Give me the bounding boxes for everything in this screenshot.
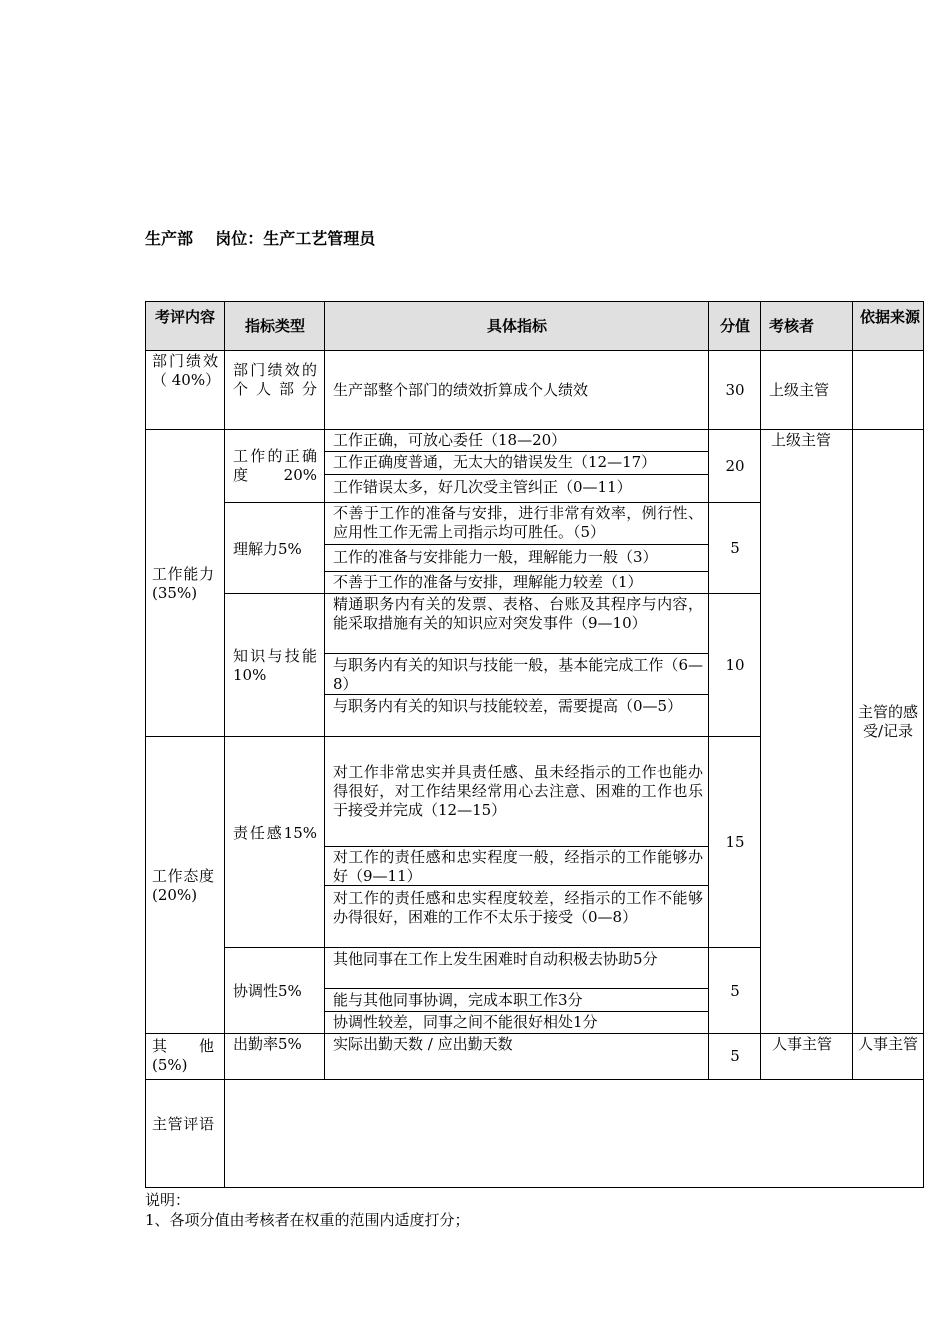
accuracy-item: 工作正确，可放心委任（18—20） [333, 431, 567, 449]
understanding-item: 不善于工作的准备与安排，理解能力较差（1） [333, 573, 643, 591]
table-border-right [923, 301, 924, 1188]
table-column-line [708, 301, 709, 1080]
dept-indicator: 生产部整个部门的绩效折算成个人绩效 [333, 381, 589, 399]
table-divider [325, 451, 708, 452]
responsibility-score: 15 [725, 833, 745, 851]
table-divider [325, 653, 708, 654]
other-score: 5 [730, 1047, 740, 1065]
dept-type: 部门绩效的个人部分 [233, 361, 317, 398]
knowledge-item: 与职务内有关的知识与技能一般，基本能完成工作（6—8） [333, 656, 703, 693]
understanding-item: 不善于工作的准备与安排，进行非常有效率，例行性、应用性工作无需上司指示均可胜任。（5） [333, 504, 703, 541]
table-border-bottom [145, 1187, 924, 1188]
comment-field[interactable] [233, 1085, 913, 1180]
header-assessor: 考核者 [769, 317, 815, 335]
header-score: 分值 [719, 317, 750, 335]
table-divider [145, 736, 761, 737]
other-assessor: 人事主管 [772, 1035, 833, 1053]
understanding-type: 理解力5% [233, 540, 302, 558]
knowledge-item: 与职务内有关的知识与技能较差，需要提高（0—5） [333, 697, 683, 715]
table-border-top [145, 301, 924, 302]
accuracy-type: 工作的正确度20% [233, 447, 317, 484]
table-border-left [145, 301, 146, 1188]
page-title: 生产部 岗位：生产工艺管理员 [145, 229, 376, 248]
table-column-line [224, 301, 225, 1188]
table-column-line [852, 301, 853, 1080]
coordination-item: 协调性较差，同事之间不能很好相处1分 [333, 1013, 598, 1031]
header-source: 依据来源 [860, 308, 921, 326]
table-divider [225, 947, 761, 948]
other-content: 其他(5%) [152, 1037, 214, 1074]
table-divider [325, 571, 708, 572]
header-type: 指标类型 [244, 317, 305, 335]
table-divider [145, 429, 924, 430]
coordination-item: 其他同事在工作上发生困难时自动积极去协助5分 [333, 950, 658, 968]
responsibility-type: 责任感15% [233, 824, 317, 842]
knowledge-score: 10 [725, 656, 745, 674]
table-divider [225, 502, 761, 503]
other-indicator: 实际出勤天数 / 应出勤天数 [333, 1035, 513, 1053]
table-column-line [324, 301, 325, 1080]
accuracy-item: 工作错误太多，好几次受主管纠正（0—11） [333, 478, 632, 496]
coordination-item: 能与其他同事协调，完成本职工作3分 [333, 991, 583, 1009]
ability-content: 工作能力(35%) [152, 565, 214, 602]
table-divider [145, 1033, 924, 1034]
ability-assessor: 上级主管 [771, 431, 832, 449]
attitude-content: 工作态度(20%) [152, 867, 214, 904]
ability-source: 主管的感受/记录 [857, 703, 918, 740]
table-divider [145, 350, 924, 351]
table-divider [325, 988, 708, 989]
header-content: 考评内容 [154, 308, 215, 326]
table-divider [145, 1079, 924, 1080]
dept-content: 部门绩效（ 40%） [152, 352, 221, 389]
other-source: 人事主管 [857, 1035, 918, 1053]
responsibility-item: 对工作非常忠实并具责任感、虽未经指示的工作也能办得很好，对工作结果经常用心去注意、困难的工作也乐于接受并完成（12—15） [333, 763, 703, 819]
understanding-score: 5 [730, 539, 740, 557]
knowledge-item: 精通职务内有关的发票、表格、台账及其程序与内容，能采取措施有关的知识应对突发事件（9—10） [333, 595, 703, 632]
dept-assessor: 上级主管 [769, 381, 830, 399]
header-indicator: 具体指标 [486, 317, 547, 335]
knowledge-type: 知识与技能10% [233, 647, 317, 684]
table-divider [325, 846, 708, 847]
accuracy-item: 工作正确度普通，无太大的错误发生（12—17） [333, 453, 657, 471]
dept-score: 30 [725, 381, 745, 399]
table-divider [225, 593, 761, 594]
table-column-line [760, 301, 761, 1080]
table-divider [325, 544, 708, 545]
notes-heading: 说明： [145, 1191, 191, 1209]
accuracy-score: 20 [725, 457, 745, 475]
coordination-type: 协调性5% [233, 982, 302, 1000]
table-divider [325, 694, 708, 695]
coordination-score: 5 [730, 982, 740, 1000]
notes-line: 1、各项分值由考核者在权重的范围内适度打分； [145, 1211, 470, 1229]
responsibility-item: 对工作的责任感和忠实程度一般，经指示的工作能够办好（9—11） [333, 848, 703, 885]
other-type: 出勤率5% [233, 1035, 302, 1053]
comment-label: 主管评语 [152, 1115, 214, 1133]
responsibility-item: 对工作的责任感和忠实程度较差，经指示的工作不能够办得很好，困难的工作不太乐于接受（0—8） [333, 889, 703, 926]
table-divider [325, 474, 708, 475]
table-divider [325, 1011, 708, 1012]
understanding-item: 工作的准备与安排能力一般，理解能力一般（3） [333, 548, 658, 566]
